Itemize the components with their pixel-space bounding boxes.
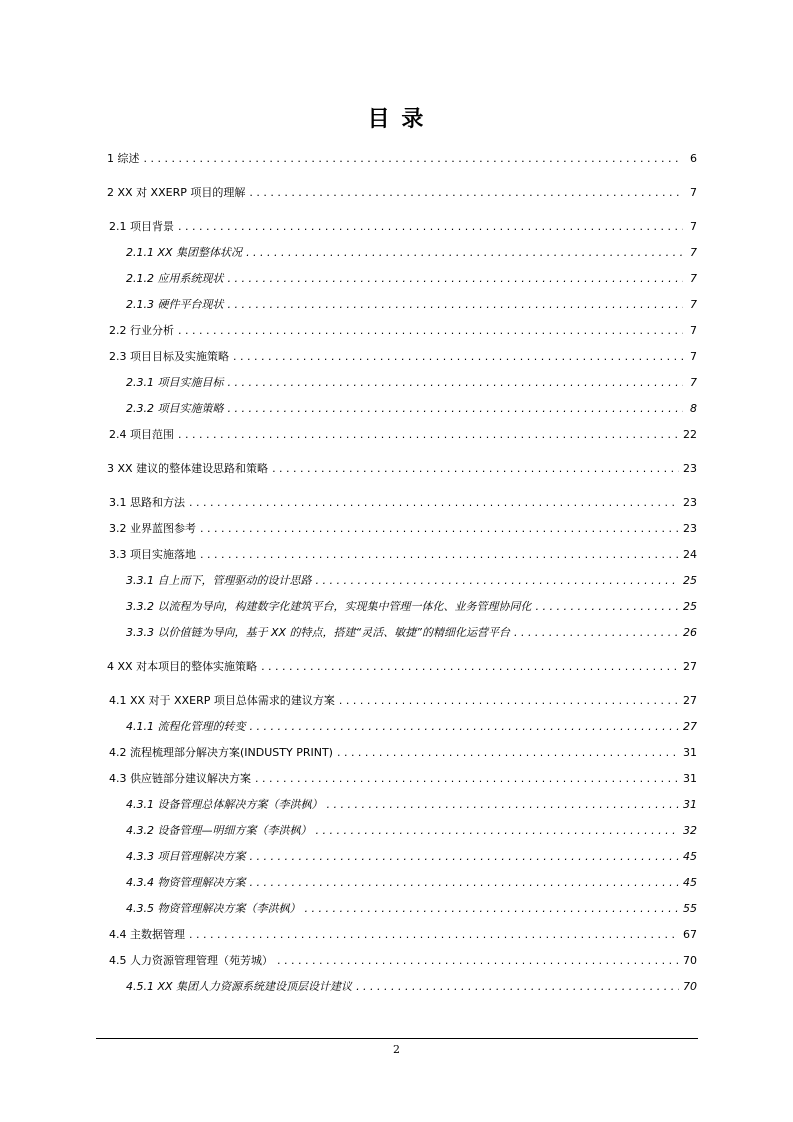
toc-entry[interactable]	[109, 324, 697, 338]
toc-entry-label: 3.3 项目实施落地	[109, 548, 196, 561]
toc-entry-page: 7	[690, 220, 697, 233]
toc-entry-label: 2.1.1 XX 集团整体状况	[126, 246, 243, 259]
toc-leader-dots	[315, 574, 679, 588]
toc-entry-page: 23	[683, 522, 697, 535]
toc-entry-page: 45	[683, 876, 697, 889]
toc-leader-dots	[261, 660, 679, 674]
toc-entry-label: 2 XX 对 XXERP 项目的理解	[107, 186, 246, 199]
toc-entry[interactable]	[107, 660, 697, 674]
toc-entry[interactable]	[109, 694, 697, 708]
toc-entry-page: 23	[683, 462, 697, 475]
toc-entry[interactable]	[126, 272, 697, 286]
toc-entry[interactable]	[126, 798, 697, 812]
toc-entry-page: 7	[690, 186, 697, 199]
toc-leader-dots	[277, 954, 679, 968]
toc-entry-label: 4.5 人力资源管理管理（苑芳城）	[109, 954, 273, 967]
toc-entry[interactable]	[109, 428, 697, 442]
toc-entry-label: 3.1 思路和方法	[109, 496, 185, 509]
toc-entry-page: 25	[683, 600, 697, 613]
toc-entry-page: 70	[683, 980, 697, 993]
toc-leader-dots	[250, 720, 680, 734]
toc-entry[interactable]	[109, 522, 697, 536]
toc-leader-dots	[249, 186, 683, 200]
toc-leader-dots	[144, 152, 684, 166]
toc-entry-page: 7	[690, 376, 697, 389]
toc-entry-label: 2.1.2 应用系统现状	[126, 272, 224, 285]
toc-leader-dots	[178, 324, 683, 338]
toc-leader-dots	[200, 522, 679, 536]
toc-entry[interactable]	[126, 298, 697, 312]
toc-entry[interactable]	[107, 152, 697, 166]
toc-entry-page: 32	[683, 824, 697, 837]
toc-entry-page: 24	[683, 548, 697, 561]
toc-entry-label: 4.3.1 设备管理总体解决方案（李洪枫）	[126, 798, 323, 811]
toc-leader-dots	[228, 376, 684, 390]
toc-entry-page: 22	[683, 428, 697, 441]
toc-entry-page: 31	[683, 798, 697, 811]
toc-entry-page: 45	[683, 850, 697, 863]
toc-entry-label: 3.3.3 以价值链为导向，基于 XX 的特点，搭建“灵活、敏捷”的精细化运营平台	[126, 626, 510, 639]
toc-leader-dots	[272, 462, 679, 476]
toc-entry[interactable]	[126, 824, 697, 838]
toc-entry-page: 27	[683, 694, 697, 707]
toc-entry-label: 3.2 业界蓝图参考	[109, 522, 196, 535]
toc-entry-page: 70	[683, 954, 697, 967]
toc-leader-dots	[326, 798, 679, 812]
page-number: 2	[393, 1043, 400, 1056]
toc-entry[interactable]	[109, 954, 697, 968]
toc-entry-page: 7	[690, 272, 697, 285]
toc-entry-label: 2.3 项目目标及实施策略	[109, 350, 229, 363]
toc-entry[interactable]	[126, 600, 697, 614]
toc-entry-page: 26	[683, 626, 697, 639]
toc-entry[interactable]	[109, 496, 697, 510]
toc-leader-dots	[200, 548, 679, 562]
toc-entry-page: 7	[690, 324, 697, 337]
toc-entry-label: 2.1 项目背景	[109, 220, 174, 233]
toc-leader-dots	[315, 824, 679, 838]
toc-leader-dots	[535, 600, 679, 614]
toc-entry-page: 6	[690, 152, 697, 165]
toc-entry[interactable]	[109, 220, 697, 234]
toc-entry-page: 23	[683, 496, 697, 509]
toc-entry-label: 3.3.1 自上而下，管理驱动的设计思路	[126, 574, 312, 587]
toc-leader-dots	[514, 626, 679, 640]
toc-entry-page: 27	[683, 720, 697, 733]
toc-title: 目 录	[367, 107, 426, 132]
toc-leader-dots	[228, 298, 684, 312]
toc-entry[interactable]	[109, 350, 697, 364]
toc-entry-label: 3.3.2 以流程为导向，构建数字化建筑平台，实现集中管理一体化、业务管理协同化	[126, 600, 532, 613]
toc-entry[interactable]	[107, 462, 697, 476]
toc-entry-page: 55	[683, 902, 697, 915]
toc-leader-dots	[178, 428, 679, 442]
toc-leader-dots	[178, 220, 683, 234]
toc-entry-page: 67	[683, 928, 697, 941]
toc-leader-dots	[228, 402, 684, 416]
toc-entry[interactable]	[107, 186, 697, 200]
toc-entry[interactable]	[109, 548, 697, 562]
toc-entry[interactable]	[126, 850, 697, 864]
toc-entry-page: 27	[683, 660, 697, 673]
toc-entry[interactable]	[126, 574, 697, 588]
toc-leader-dots	[337, 746, 679, 760]
toc-entry-label: 4.5.1 XX 集团人力资源系统建设顶层设计建议	[126, 980, 353, 993]
toc-entry-label: 4.2 流程梳理部分解决方案(INDUSTY PRINT)	[109, 746, 333, 759]
toc-leader-dots	[339, 694, 679, 708]
toc-entry-label: 2.3.2 项目实施策略	[126, 402, 224, 415]
toc-entry-label: 4.4 主数据管理	[109, 928, 185, 941]
toc-entry-page: 7	[690, 350, 697, 363]
toc-entry[interactable]	[126, 876, 697, 890]
footer-divider	[96, 1038, 698, 1039]
toc-entry[interactable]	[126, 980, 697, 994]
toc-entry-label: 4 XX 对本项目的整体实施策略	[107, 660, 258, 673]
toc-entry-page: 8	[690, 402, 697, 415]
toc-entry-label: 3 XX 建议的整体建设思路和策略	[107, 462, 269, 475]
toc-leader-dots	[250, 876, 680, 890]
toc-leader-dots	[304, 902, 679, 916]
toc-leader-dots	[255, 772, 679, 786]
toc-entry-page: 7	[690, 246, 697, 259]
toc-leader-dots	[250, 850, 680, 864]
toc-entry-label: 4.3.5 物资管理解决方案（李洪枫）	[126, 902, 301, 915]
toc-leader-dots	[189, 928, 679, 942]
toc-entry[interactable]	[126, 376, 697, 390]
toc-entry[interactable]	[126, 626, 697, 640]
toc-entry[interactable]	[109, 928, 697, 942]
toc-entry-page: 25	[683, 574, 697, 587]
toc-entry-label: 4.3.4 物资管理解决方案	[126, 876, 246, 889]
toc-entry-label: 4.3.2 设备管理—明细方案（李洪枫）	[126, 824, 312, 837]
toc-entry[interactable]	[109, 746, 697, 760]
toc-entry-label: 4.1 XX 对于 XXERP 项目总体需求的建议方案	[109, 694, 335, 707]
toc-entry-label: 4.1.1 流程化管理的转变	[126, 720, 246, 733]
toc-entry[interactable]	[126, 902, 697, 916]
toc-entry-label: 2.2 行业分析	[109, 324, 174, 337]
toc-entry-label: 2.1.3 硬件平台现状	[126, 298, 224, 311]
toc-entry-label: 1 综述	[107, 152, 140, 165]
toc-entry-label: 4.3 供应链部分建议解决方案	[109, 772, 251, 785]
toc-entry-page: 31	[683, 746, 697, 759]
toc-leader-dots	[246, 246, 683, 260]
toc-entry-page: 7	[690, 298, 697, 311]
toc-entry-label: 4.3.3 项目管理解决方案	[126, 850, 246, 863]
toc-entry[interactable]	[126, 402, 697, 416]
toc-entry-label: 2.3.1 项目实施目标	[126, 376, 224, 389]
toc-entry-label: 2.4 项目范围	[109, 428, 174, 441]
toc-entry-page: 31	[683, 772, 697, 785]
toc-leader-dots	[233, 350, 683, 364]
toc-leader-dots	[189, 496, 679, 510]
toc-leader-dots	[356, 980, 679, 994]
toc-entry[interactable]	[126, 720, 697, 734]
toc-leader-dots	[228, 272, 684, 286]
toc-entry[interactable]	[109, 772, 697, 786]
toc-entry[interactable]	[126, 246, 697, 260]
